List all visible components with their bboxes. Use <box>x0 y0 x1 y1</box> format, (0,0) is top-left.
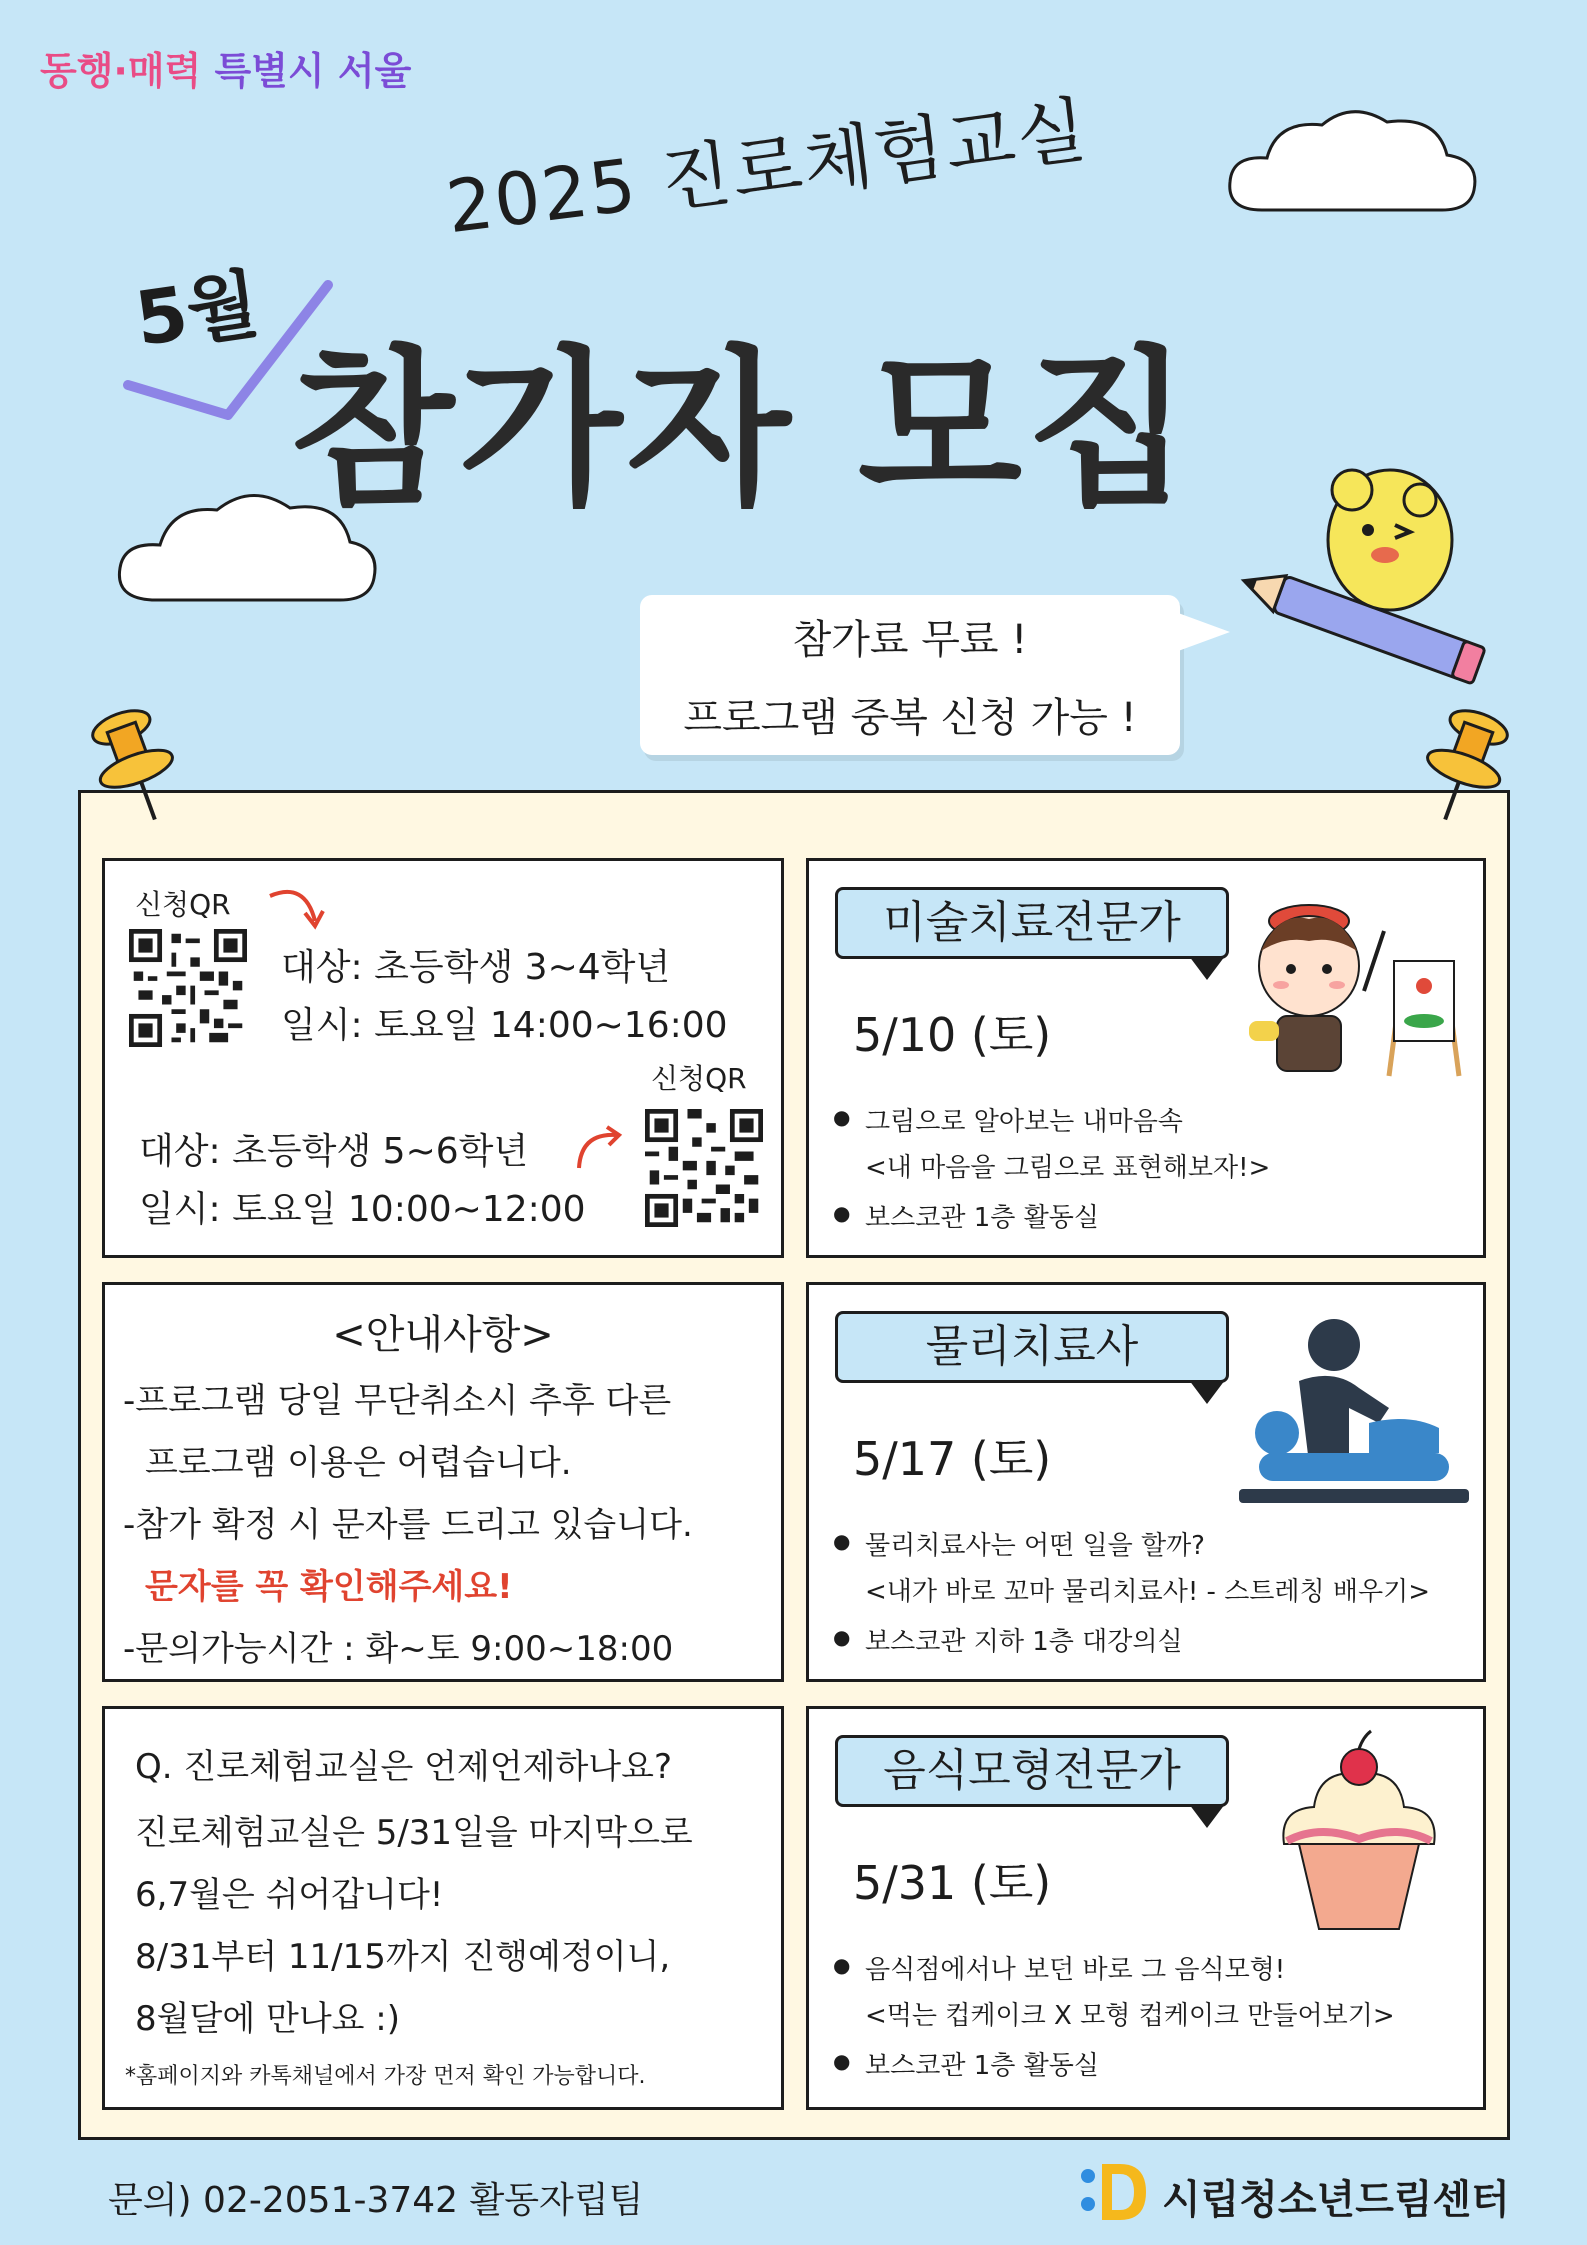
faq-answer-1: 진로체험교실은 5/31일을 마지막으로 <box>135 1813 693 1853</box>
qr-code-icon[interactable] <box>129 929 247 1047</box>
program-panel-art-therapy <box>806 858 1486 1258</box>
program-place: ● 보스코관 1층 활동실 <box>865 1197 1099 1234</box>
program-desc: ● 음식점에서나 보던 바로 그 음식모형! <box>865 1949 1285 1986</box>
notice-line-2: 프로그램 이용은 어렵습니다. <box>145 1443 572 1483</box>
physiotherapy-icon <box>1239 1313 1469 1513</box>
program-date: 5/10 (토) <box>853 1008 1052 1062</box>
mascot-on-pencil-icon <box>1240 460 1520 690</box>
program-subdesc: <내가 바로 꼬마 물리치료사! - 스트레칭 배우기> <box>865 1577 1431 1607</box>
program-title-tag: 미술치료전문가 <box>835 887 1229 959</box>
push-pin-icon <box>1410 705 1520 835</box>
push-pin-icon <box>80 705 190 835</box>
time-1: 일시: 토요일 14:00~16:00 <box>281 1005 728 1046</box>
program-title-tag: 음식모형전문가 <box>835 1735 1229 1807</box>
main-title: 참가자 모집 <box>290 331 1195 529</box>
arrow-icon <box>265 881 335 941</box>
seoul-slogan <box>40 40 411 95</box>
faq-note: *홈페이지와 카톡채널에서 가장 먼저 확인 가능합니다. <box>125 2064 646 2089</box>
qr-label-2: 신청QR <box>651 1062 747 1095</box>
tag-tail <box>1189 956 1225 980</box>
target-2: 대상: 초등학생 5~6학년 <box>139 1131 529 1172</box>
notice-line-3: -참가 확정 시 문자를 드리고 있습니다. <box>123 1505 693 1545</box>
cupcake-icon <box>1259 1729 1459 1939</box>
tag-tail <box>1189 1804 1225 1828</box>
program-place: ● 보스코관 지하 1층 대강의실 <box>865 1621 1183 1658</box>
program-desc: ● 그림으로 알아보는 내마음속 <box>865 1101 1183 1138</box>
qr-code-icon[interactable] <box>645 1109 763 1227</box>
faq-answer-3: 8/31부터 11/15까지 진행예정이니, <box>135 1937 671 1977</box>
program-subdesc: <내 마음을 그림으로 표현해보자!> <box>865 1153 1271 1183</box>
notice-highlight: 문자를 꼭 확인해주세요! <box>145 1567 513 1607</box>
program-panel-food-model <box>806 1706 1486 2110</box>
time-2: 일시: 토요일 10:00~12:00 <box>139 1189 586 1230</box>
notice-line-1: -프로그램 당일 무단취소시 추후 다른 <box>123 1381 672 1421</box>
speech-bubble <box>640 595 1180 755</box>
notice-panel <box>102 1282 784 1682</box>
painter-child-icon <box>1239 881 1469 1081</box>
program-subdesc: <먹는 컵케이크 X 모형 컵케이크 만들어보기> <box>865 2001 1395 2031</box>
program-date: 5/31 (토) <box>853 1856 1052 1910</box>
month-tag: 5월 <box>130 260 264 364</box>
bubble-line-2: 프로그램 중복 신청 가능 ! <box>683 695 1137 741</box>
slogan-part-1: 동행·매력 <box>40 49 202 93</box>
schedule-panel <box>102 858 784 1258</box>
program-panel-physiotherapy <box>806 1282 1486 1682</box>
faq-answer-2: 6,7월은 쉬어갑니다! <box>135 1875 444 1915</box>
program-title-tag: 물리치료사 <box>835 1311 1229 1383</box>
qr-label-1: 신청QR <box>135 888 231 921</box>
notice-title: <안내사항> <box>332 1312 554 1358</box>
program-desc: ● 물리치료사는 어떤 일을 할까? <box>865 1525 1205 1562</box>
cloud-icon <box>1222 100 1482 220</box>
faq-answer-4: 8월달에 만나요 :) <box>135 1999 401 2039</box>
dream-center-logo-icon <box>1080 2158 1150 2226</box>
faq-question: Q. 진로체험교실은 언제언제하나요? <box>135 1747 673 1787</box>
year-title: 2025 진로체험교실 <box>441 87 1093 250</box>
bubble-tail <box>1170 610 1230 654</box>
slogan-part-2: 특별시 서울 <box>214 49 412 93</box>
footer-contact: 문의) 02-2051-3742 활동자립팀 <box>108 2180 644 2221</box>
faq-panel <box>102 1706 784 2110</box>
footer-org: 시립청소년드림센터 <box>1162 2177 1510 2223</box>
arrow-icon <box>571 1123 631 1173</box>
tag-tail <box>1189 1380 1225 1404</box>
bubble-line-1: 참가료 무료 ! <box>792 617 1028 663</box>
target-1: 대상: 초등학생 3~4학년 <box>281 947 671 988</box>
program-place: ● 보스코관 1층 활동실 <box>865 2045 1099 2082</box>
program-date: 5/17 (토) <box>853 1432 1052 1486</box>
notice-line-5: -문의가능시간 : 화~토 9:00~18:00 <box>123 1629 674 1669</box>
